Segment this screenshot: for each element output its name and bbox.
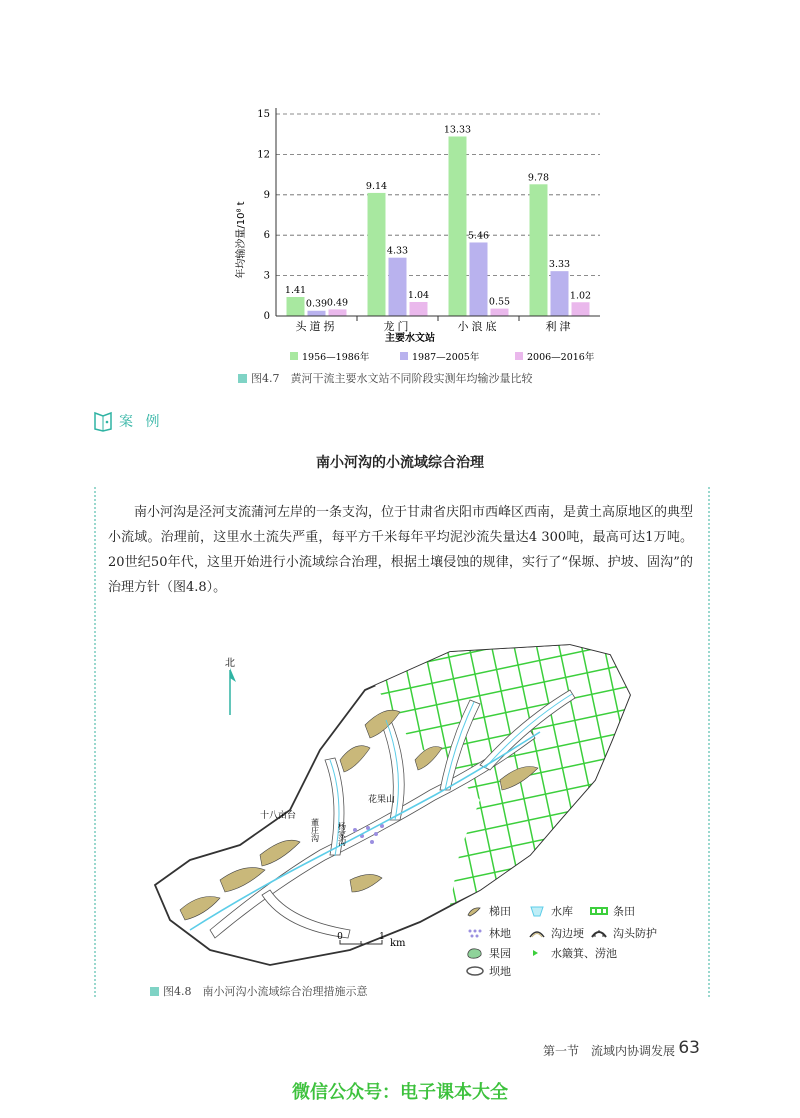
legend-swatch-2 <box>515 352 523 360</box>
case-book-icon <box>93 410 113 432</box>
legend-orchard: 果园 <box>466 945 511 961</box>
bar-0-1 <box>308 311 326 316</box>
place-label-dongzhuanggou: 董庄沟 <box>310 818 320 842</box>
scale-one: 1 <box>379 932 385 942</box>
reservoir-icon <box>528 905 546 917</box>
bar-label-2-1: 5.46 <box>467 230 490 242</box>
chart-bars <box>284 136 590 316</box>
figure-number: 图4.8 <box>163 985 192 998</box>
forest-icon <box>466 927 484 939</box>
scale-zero: 0 <box>337 932 343 942</box>
bar-label-1-1: 4.33 <box>386 245 409 257</box>
legend-swatch-0 <box>290 352 298 360</box>
dam-land-icon <box>466 965 484 977</box>
case-label: 案 例 <box>119 414 164 430</box>
gully-head-icon <box>590 927 608 939</box>
place-label-yangjiagou: 杨家沟 <box>337 822 347 846</box>
caption-marker <box>150 987 159 996</box>
sediment-bar-chart <box>230 100 610 370</box>
x-tick-label-2: 小浪底 <box>457 320 500 333</box>
north-label: 北 <box>225 658 235 669</box>
y-axis-label: 年均输沙量/10⁸ t <box>236 201 247 279</box>
caption-marker <box>238 374 247 383</box>
bar-label-1-2: 1.04 <box>407 289 430 301</box>
bar-1-2 <box>410 302 428 316</box>
bar-3-1 <box>551 271 569 316</box>
legend-ditch-ridge: 沟边埂 <box>528 925 584 941</box>
bar-label-0-2: 0.49 <box>326 297 349 309</box>
case-paragraph: 南小河沟是泾河支流蒲河左岸的一条支沟，位于甘肃省庆阳市西峰区西南，是黄土高原地区的典型小流域。治理前，这里水土流失严重，每平方千米每年平均泥沙流失量达4 300吨，最高可达1万吨。20世纪50年代，这里开始进行小流域综合治理，根据土壤侵蚀的规律，实行了“保塬、护坡、固沟”的治理方针（图4.8）。 <box>108 505 694 595</box>
chart-legend <box>290 351 595 363</box>
bar-label-0-1: 0.39 <box>305 298 328 310</box>
bar-label-3-1: 3.33 <box>548 259 571 271</box>
footer-section-title: 第一节 流域内协调发展 <box>542 1044 675 1058</box>
scale-unit: km <box>390 938 406 949</box>
figure-caption-text: 黄河干流主要水文站不同阶段实测年均输沙量比较 <box>290 372 533 385</box>
ditch-ridge-icon <box>528 927 546 939</box>
figure-4-8-caption <box>150 983 368 999</box>
y-tick-label-6: 6 <box>263 230 270 242</box>
bar-0-2 <box>329 309 347 316</box>
legend-label-0: 1956—1986年 <box>302 352 370 363</box>
case-title: 南小河沟的小流域综合治理 <box>316 455 484 471</box>
y-tick-label-9: 9 <box>263 189 270 201</box>
legend-sinkhole: 水簸箕、涝池 <box>528 945 617 961</box>
figure-number: 图4.7 <box>251 372 280 385</box>
legend-gully-head: 沟头防护 <box>590 925 657 941</box>
bar-2-0 <box>449 136 467 316</box>
y-tick-label-12: 12 <box>257 149 270 161</box>
bar-3-0 <box>530 184 548 316</box>
legend-swatch-1 <box>400 352 408 360</box>
bar-3-2 <box>572 302 590 316</box>
bar-label-2-2: 0.55 <box>488 296 511 308</box>
watermark-text: 微信公众号：电子课本大全 <box>292 1082 508 1103</box>
figure-caption-text: 南小河沟小流域综合治理措施示意 <box>202 985 368 998</box>
page-number: 63 <box>678 1038 700 1058</box>
x-tick-label-3: 利津 <box>545 320 574 333</box>
bar-label-0-0: 1.41 <box>284 285 307 297</box>
sinkhole-icon <box>528 947 546 959</box>
bar-label-1-0: 9.14 <box>365 180 388 192</box>
bar-label-3-2: 1.02 <box>569 290 592 302</box>
legend-terrace: 梯田 <box>466 903 511 919</box>
legend-label-1: 1987—2005年 <box>412 352 480 363</box>
y-tick-label-0: 0 <box>263 311 270 322</box>
figure-4-7-caption <box>238 370 533 386</box>
watershed-map <box>150 630 670 975</box>
x-tick-label-1: 龙门 <box>383 320 412 333</box>
orchard-icon <box>466 947 484 959</box>
legend-strip-field: 条田 <box>590 903 635 919</box>
bar-2-2 <box>491 309 509 316</box>
legend-reservoir: 水库 <box>528 903 573 919</box>
case-header <box>93 410 163 432</box>
place-label-huaguoshan: 花果山 <box>368 795 396 805</box>
x-axis-label: 主要水文站 <box>385 333 435 344</box>
bar-label-2-0: 13.33 <box>443 124 472 136</box>
place-label-shibamutai: 十八亩台 <box>260 811 297 821</box>
bar-0-0 <box>287 297 305 316</box>
legend-forest: 林地 <box>466 925 511 941</box>
x-tick-label-0: 头道拐 <box>295 320 338 333</box>
chart-grid <box>276 114 600 276</box>
strip-field-icon <box>590 905 608 917</box>
y-tick-label-15: 15 <box>257 109 270 120</box>
bar-label-3-0: 9.78 <box>527 172 550 184</box>
bar-1-0 <box>368 193 386 316</box>
north-arrow <box>225 657 236 715</box>
legend-dam-land: 坝地 <box>466 963 511 979</box>
terrace-icon <box>466 905 484 917</box>
bar-1-1 <box>389 258 407 316</box>
legend-label-2: 2006—2016年 <box>527 352 595 363</box>
bar-2-1 <box>470 242 488 316</box>
y-tick-label-3: 3 <box>263 270 270 282</box>
